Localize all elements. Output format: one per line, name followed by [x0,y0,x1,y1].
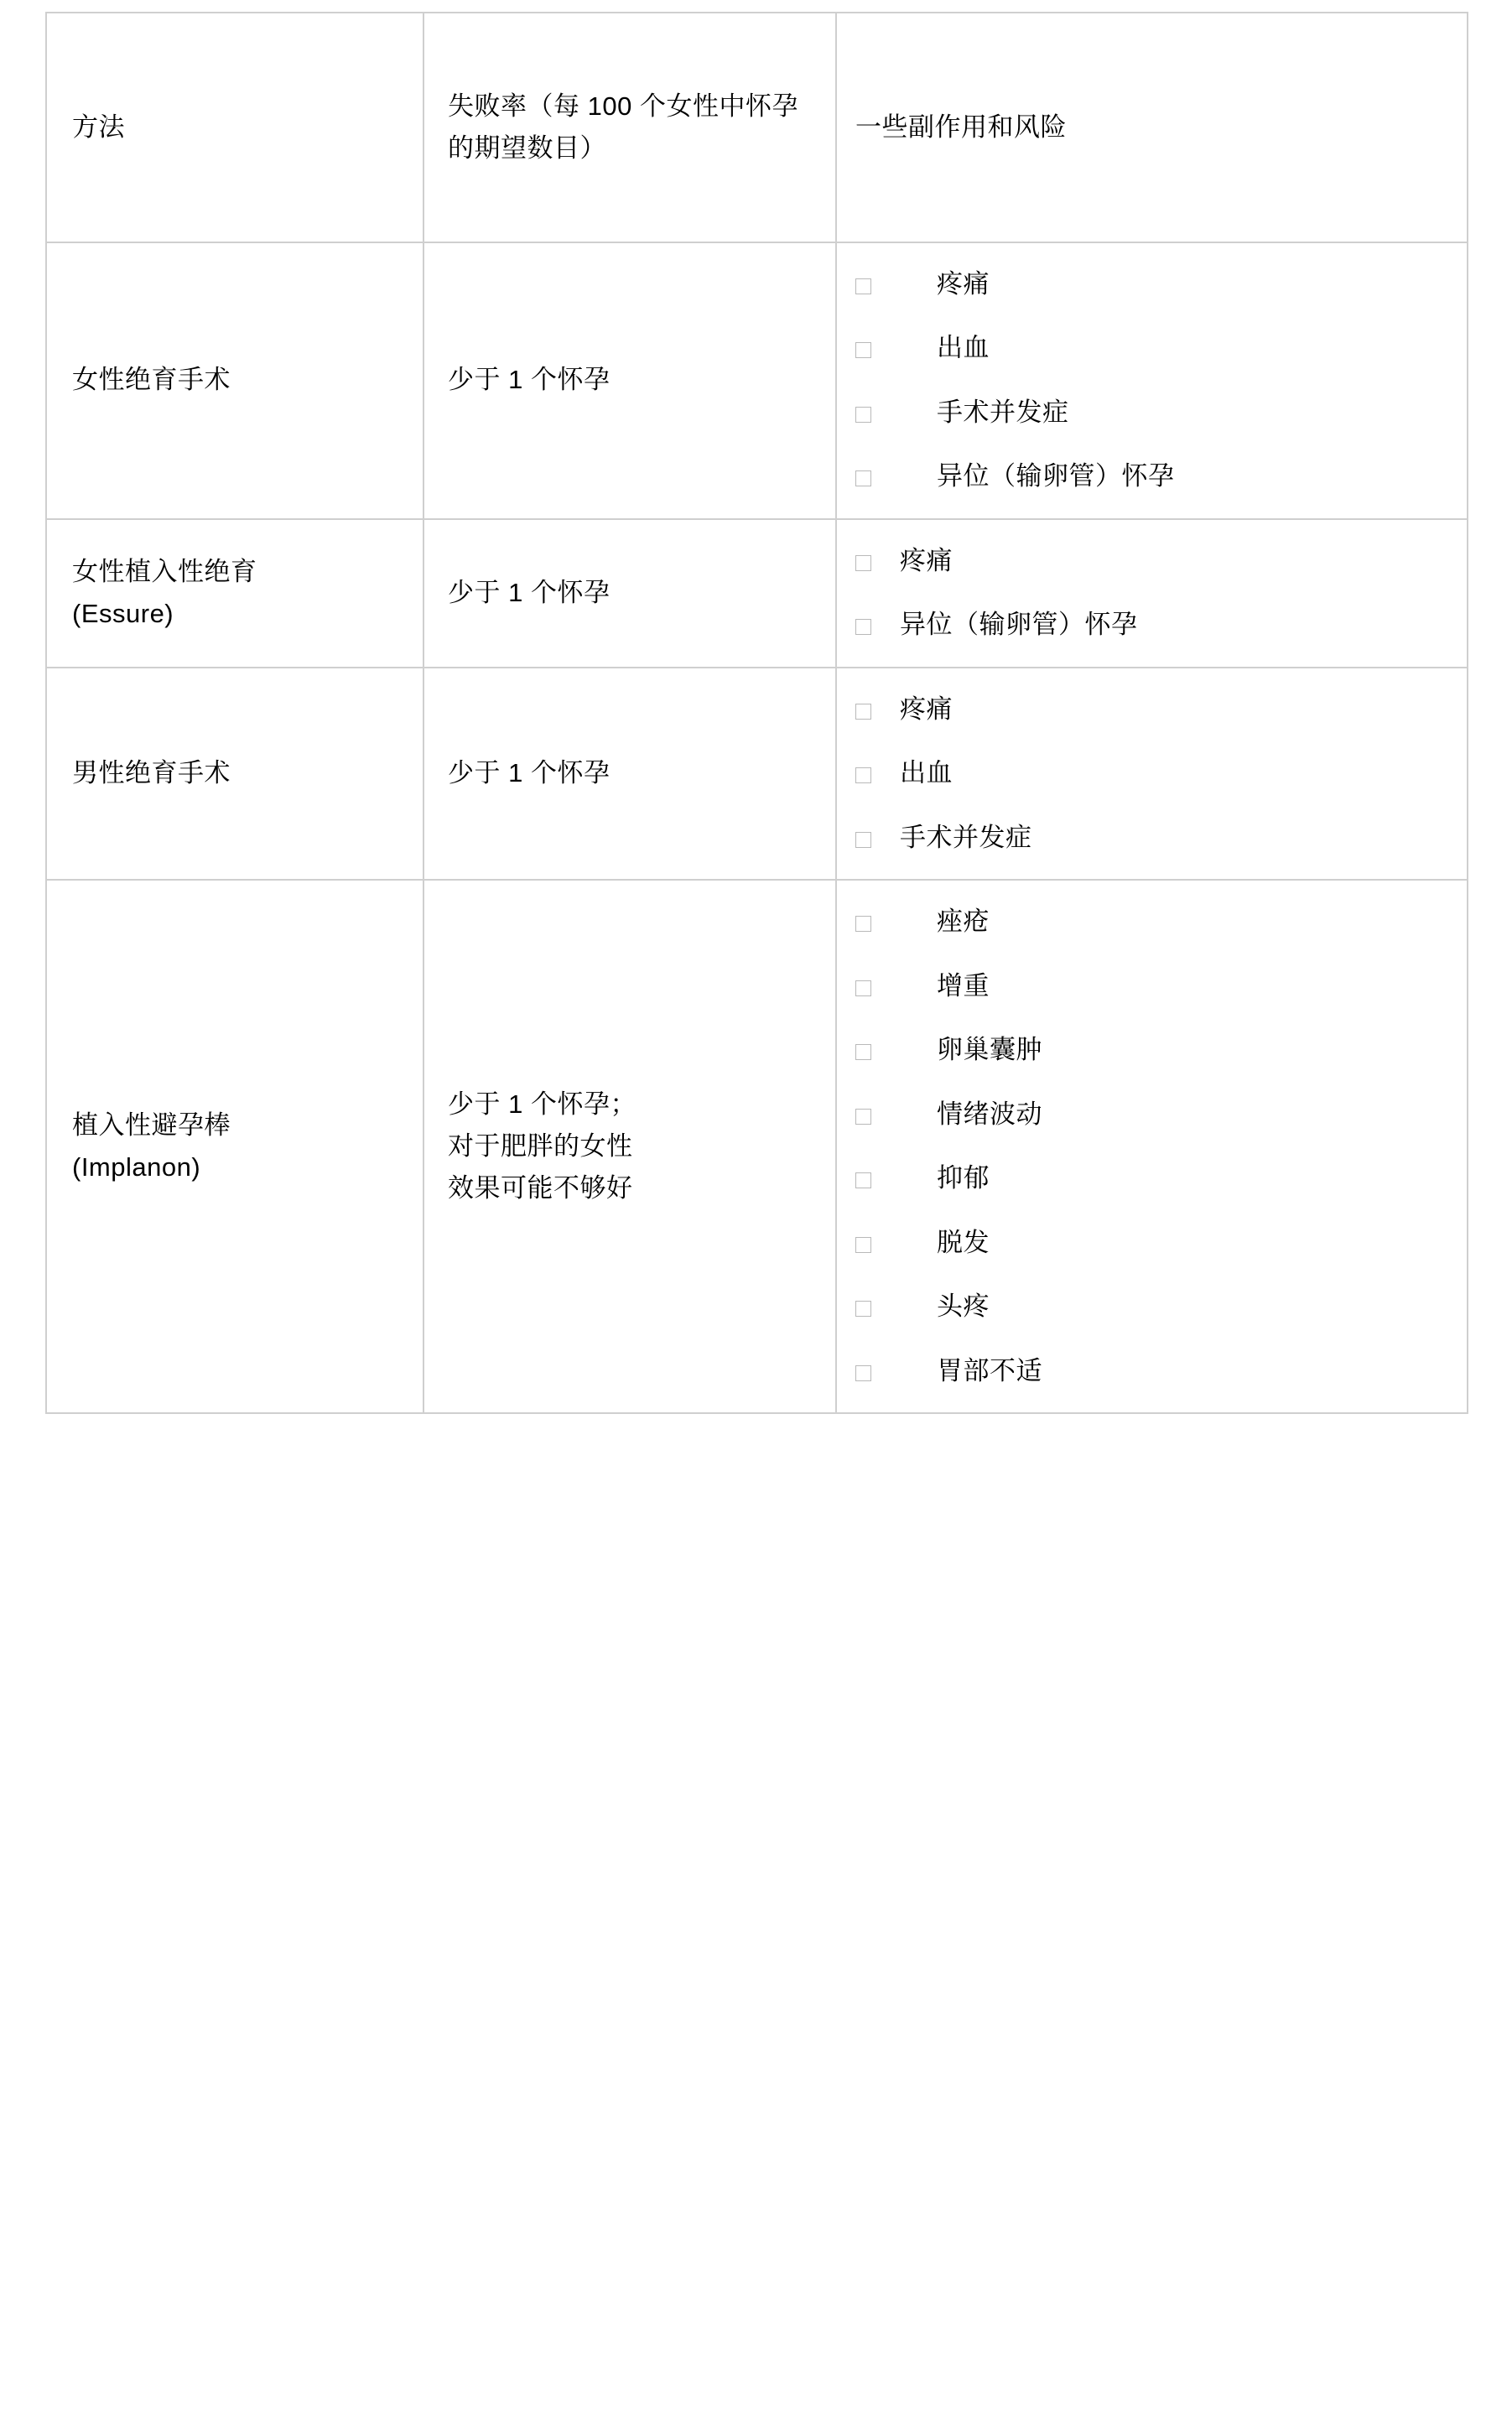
header-cell-failure-rate [423,13,836,242]
method-name-secondary: (Implanon) [72,1152,201,1183]
table-header-row [46,13,1468,242]
list-item [855,393,1445,433]
list-item [855,1159,1445,1198]
header-method-label: 方法 [72,112,125,142]
side-effects-list [855,542,1445,645]
side-effect-label: 疼痛 [937,268,990,299]
table-row [46,668,1468,881]
checkbox-icon [855,916,871,932]
checkbox-icon [855,619,871,635]
cell-side-effects [836,242,1468,519]
list-item [855,265,1445,304]
side-effect-label: 手术并发症 [900,822,1032,852]
method-name: 植入性避孕棒 [72,1110,231,1140]
checkbox-icon [855,1301,871,1317]
checkbox-icon [855,555,871,571]
side-effect-label: 异位（输卵管）怀孕 [937,461,1175,491]
cell-failure-rate [423,880,836,1413]
table-row [46,880,1468,1413]
side-effect-label: 手术并发症 [937,397,1069,427]
side-effect-label: 疼痛 [900,545,953,575]
table-row [46,519,1468,668]
list-item [855,329,1445,368]
cell-method [46,880,423,1413]
failure-rate-value: 少于 1 个怀孕； [448,1089,636,1119]
side-effect-label: 脱发 [937,1227,990,1257]
cell-failure-rate [423,242,836,519]
checkbox-icon [855,1237,871,1253]
list-item [855,1287,1445,1327]
list-item [855,542,1445,581]
list-item [855,1095,1445,1135]
list-item [855,1031,1445,1070]
checkbox-icon [855,704,871,720]
checkbox-icon [855,1109,871,1125]
side-effect-label: 卵巢囊肿 [937,1035,1042,1065]
checkbox-icon [855,767,871,783]
side-effect-label: 痤疮 [937,907,990,937]
side-effect-label: 异位（输卵管）怀孕 [900,610,1138,640]
cell-side-effects [836,668,1468,881]
failure-rate-value: 少于 1 个怀孕 [448,758,611,788]
list-item [855,967,1445,1006]
cell-failure-rate [423,668,836,881]
cell-side-effects [836,880,1468,1413]
checkbox-icon [855,1172,871,1188]
cell-method [46,668,423,881]
side-effect-label: 疼痛 [900,694,953,724]
side-effect-label: 头疼 [937,1292,990,1322]
list-item [855,457,1445,496]
table-row [46,242,1468,519]
failure-rate-note-2: 效果可能不够好 [448,1173,633,1203]
list-item [855,690,1445,730]
cell-failure-rate [423,519,836,668]
list-item [855,1224,1445,1263]
list-item [855,606,1445,645]
cell-method [46,519,423,668]
side-effect-label: 情绪波动 [937,1099,1042,1129]
checkbox-icon [855,470,871,486]
side-effects-list [855,690,1445,858]
header-failure-rate-label: 失败率（每 100 个女性中怀孕的期望数目） [448,91,798,163]
side-effect-label: 出血 [900,758,953,788]
checkbox-icon [855,278,871,294]
cell-method [46,242,423,519]
side-effect-label: 出血 [937,333,990,363]
side-effect-label: 胃部不适 [937,1355,1042,1385]
side-effects-list [855,265,1445,496]
checkbox-icon [855,1365,871,1381]
contraception-methods-table [45,12,1468,1414]
method-name: 女性绝育手术 [72,365,231,395]
failure-rate-value: 少于 1 个怀孕 [448,365,611,395]
checkbox-icon [855,832,871,848]
list-item [855,1352,1445,1391]
header-cell-method [46,13,423,242]
failure-rate-value: 少于 1 个怀孕 [448,577,611,607]
side-effects-list [855,902,1445,1390]
list-item [855,754,1445,793]
checkbox-icon [855,1044,871,1060]
header-cell-side-effects [836,13,1468,242]
method-name-secondary: (Essure) [72,599,174,629]
list-item [855,902,1445,942]
checkbox-icon [855,407,871,423]
header-side-effects-label: 一些副作用和风险 [855,112,1067,142]
side-effect-label: 增重 [937,970,990,1001]
list-item [855,819,1445,858]
checkbox-icon [855,342,871,358]
side-effect-label: 抑郁 [937,1163,990,1193]
checkbox-icon [855,980,871,996]
method-name: 男性绝育手术 [72,758,231,788]
method-name: 女性植入性绝育 [72,556,257,586]
cell-side-effects [836,519,1468,668]
failure-rate-note-1: 对于肥胖的女性 [448,1131,633,1161]
